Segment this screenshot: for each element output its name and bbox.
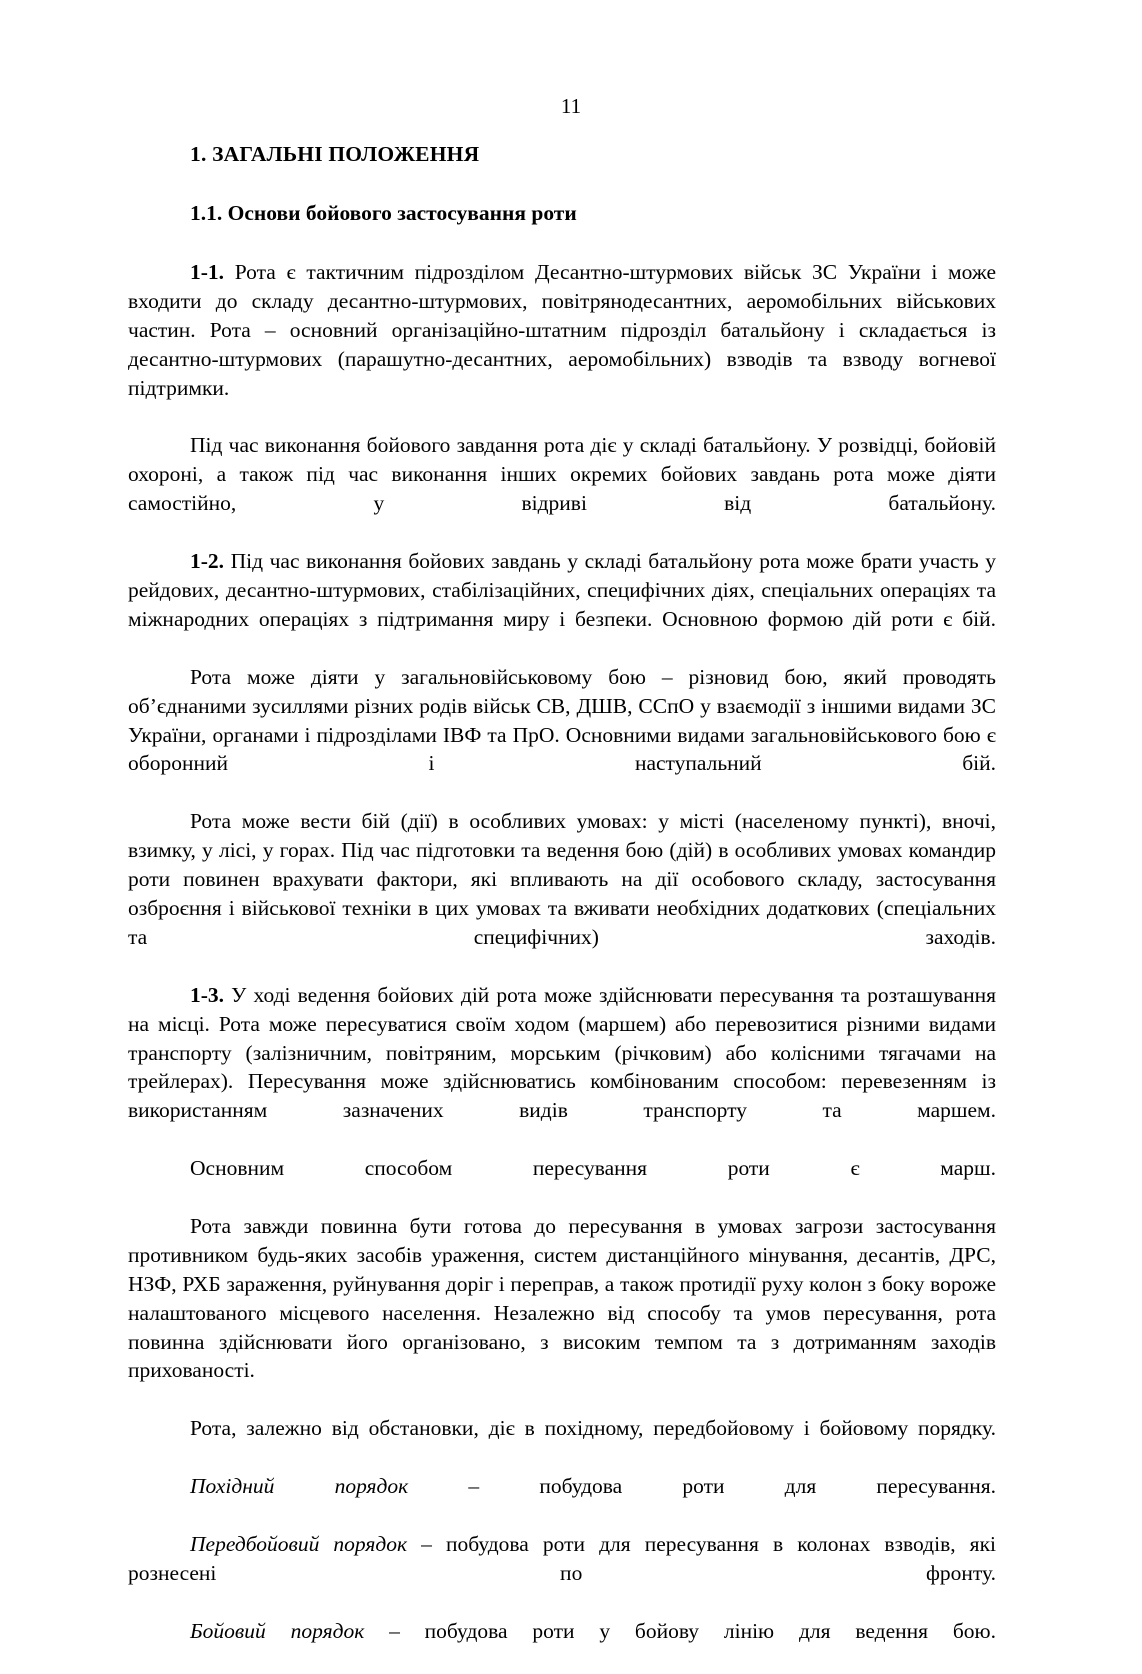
paragraph-marker-1-3: 1-3. [190, 982, 225, 1007]
paragraph-marker-1-2: 1-2. [190, 549, 225, 574]
page-number: 11 [560, 94, 582, 118]
paragraph-1-2-c [128, 807, 996, 980]
definition-term-prebattle-order: Передбойовий порядок [190, 1531, 408, 1556]
subsection-title: 1.1. Основи бойового застосування роти [190, 201, 577, 226]
paragraph-1-1 [128, 258, 996, 431]
paragraph-text-1-3-d: Рота, залежно від обстановки, діє в похідному, передбойовому і бойовому порядку. [190, 1416, 996, 1441]
paragraph-1-1-b [128, 431, 996, 547]
definition-prebattle-order [128, 1530, 996, 1617]
paragraph-text-1-1-b: Під час виконання бойового завдання рота діє у складі батальйону. У розвідці, бойовій охороні, а також під час виконання інших окремих бойових завдань рота може діяти самостійно, у відриві від батальйону. [128, 433, 996, 516]
paragraph-text-1-3: У ході ведення бойових дій рота може здійснювати пересування та розташування на місці. Рота може пересуватися своїм ходом (маршем) або перевозитися різними видами транспорту (залізничним, повітряним, морським (річковим) або колісними тягачами на трейлерах). Пересування може здійснюватись комбінованим способом: перевезенням із використанням зазначених видів транспорту та маршем. [128, 982, 996, 1123]
page-content [128, 140, 996, 1674]
paragraph-marker-1-1: 1-1. [190, 260, 225, 285]
definition-term-marching-order: Похідний порядок [190, 1474, 409, 1499]
paragraph-1-2-b [128, 663, 996, 808]
paragraph-text-1-2-c: Рота може вести бій (дії) в особливих умовах: у місті (населеному пункті), вночі, взимку, у лісі, у горах. Під час підготовки та ведення бою (дій) в особливих умовах командир роти повинен врахувати фактори, які впливають на дії особового складу, застосування озброєння і військової техніки в цих умовах та вживати необхідних додаткових (спеціальних та специфічних) заходів. [128, 809, 996, 949]
definition-battle-order [128, 1617, 996, 1674]
paragraph-text-1-3-c: Рота завжди повинна бути готова до пересування в умовах загрози застосування противником будь-яких засобів ураження, систем дистанційного мінування, десантів, ДРС, НЗФ, РХБ зараження, руйнування доріг і переправ, а також протидії руху колон з боку вороже налаштованого місцевого населення. Незалежно від способу та умов пересування, рота повинна здійснювати його організовано, з високим темпом та з дотриманням заходів прихованості. [128, 1213, 996, 1383]
paragraph-1-3-b [128, 1154, 996, 1212]
definition-term-battle-order: Бойовий порядок [190, 1618, 365, 1643]
definition-text-marching-order: – побудова роти для пересування. [408, 1474, 996, 1499]
paragraph-1-3-c [128, 1212, 996, 1414]
definition-text-prebattle-order: – побудова роти для пересування в колонах взводів, які рознесені по фронту. [128, 1531, 996, 1585]
paragraph-1-3-d [128, 1414, 996, 1472]
paragraph-text-1-2-b: Рота може діяти у загальновійськовому бою – різновид бою, який проводять об’єднаними зусиллями різних родів військ СВ, ДШВ, ССпО у взаємодії з іншими видами ЗС України, органами і підрозділами ІВФ та ПрО. Основними видами загальновійськового бою є оборонний і наступальний бій. [128, 664, 996, 776]
definition-marching-order [128, 1472, 996, 1530]
section-title: 1. ЗАГАЛЬНІ ПОЛОЖЕННЯ [190, 142, 480, 166]
paragraph-text-1-2: Під час виконання бойових завдань у складі батальйону рота може брати участь у рейдових, десантно-штурмових, стабілізаційних, специфічних діях, спеціальних операціях та міжнародних операціях з підтримання миру і безпеки. Основною формою дій роти є бій. [128, 549, 997, 631]
paragraph-1-2 [128, 547, 996, 663]
paragraph-text-1-3-b: Основним способом пересування роти є марш. [190, 1156, 996, 1181]
paragraph-text-1-1: Рота є тактичним підрозділом Десантно-штурмових військ ЗС України і може входити до складу десантно-штурмових, повітрянодесантних, аеромобільних військових частин. Рота – основний організаційно-штатним підрозділ батальйону і складається із десантно-штурмових (парашутно-десантних, аеромобільних) взводів та взводу вогневої підтримки. [128, 260, 996, 400]
paragraph-1-3 [128, 981, 996, 1154]
definition-text-battle-order: – побудова роти у бойову лінію для ведення бою. [364, 1618, 996, 1643]
